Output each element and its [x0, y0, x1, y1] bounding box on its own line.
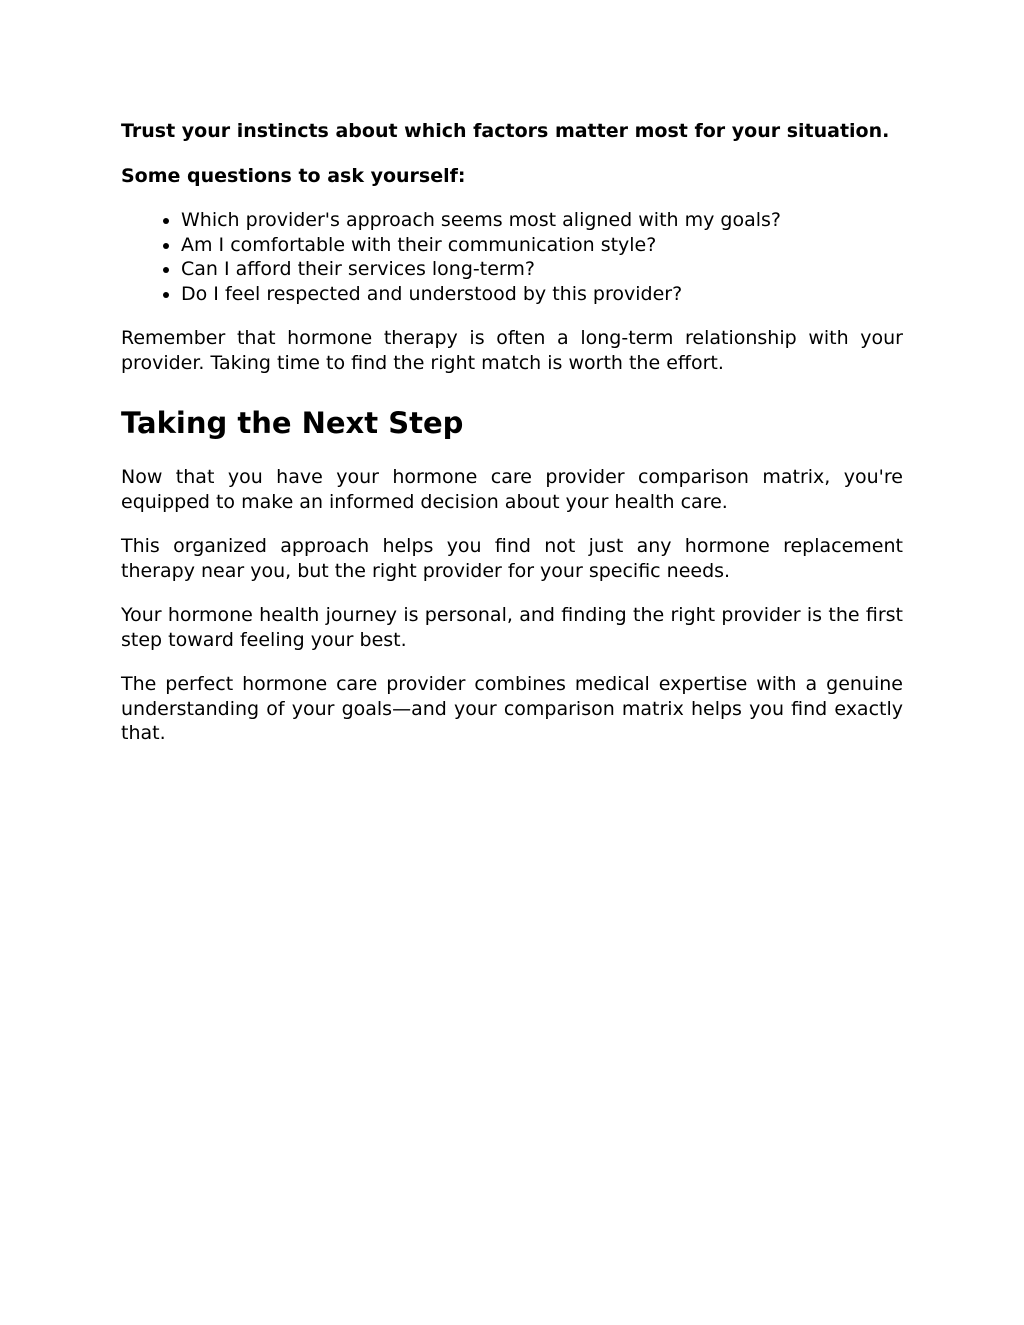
questions-label: Some questions to ask yourself:: [121, 164, 466, 187]
list-item: • Am I comfortable with their communication style?: [181, 233, 903, 258]
section-heading: Taking the Next Step: [121, 406, 464, 440]
body-paragraph: The perfect hormone care provider combines medical expertise with a genuine understanding of your goals—and your comparison matrix helps you find exactly that.: [121, 673, 903, 744]
body-paragraph: Now that you have your hormone care provider comparison matrix, you're equipped to make an informed decision about your health care.: [121, 466, 903, 513]
body-paragraph: This organized approach helps you find not just any hormone replacement therapy near you, but the right provider for your specific needs.: [121, 535, 903, 582]
document-page: [121, 119, 903, 766]
list-item: • Do I feel respected and understood by this provider?: [181, 282, 903, 307]
questions-list: [121, 208, 903, 306]
body-paragraph: Your hormone health journey is personal, and finding the right provider is the first step toward feeling your best.: [121, 604, 903, 651]
list-item: • Which provider's approach seems most aligned with my goals?: [181, 208, 903, 233]
trust-instincts-paragraph: Trust your instincts about which factors matter most for your situation.: [121, 120, 890, 142]
remember-paragraph: Remember that hormone therapy is often a long-term relationship with your provider. Taking time to find the right match is worth the effort.: [121, 327, 903, 374]
list-item: • Can I afford their services long-term?: [181, 257, 903, 282]
